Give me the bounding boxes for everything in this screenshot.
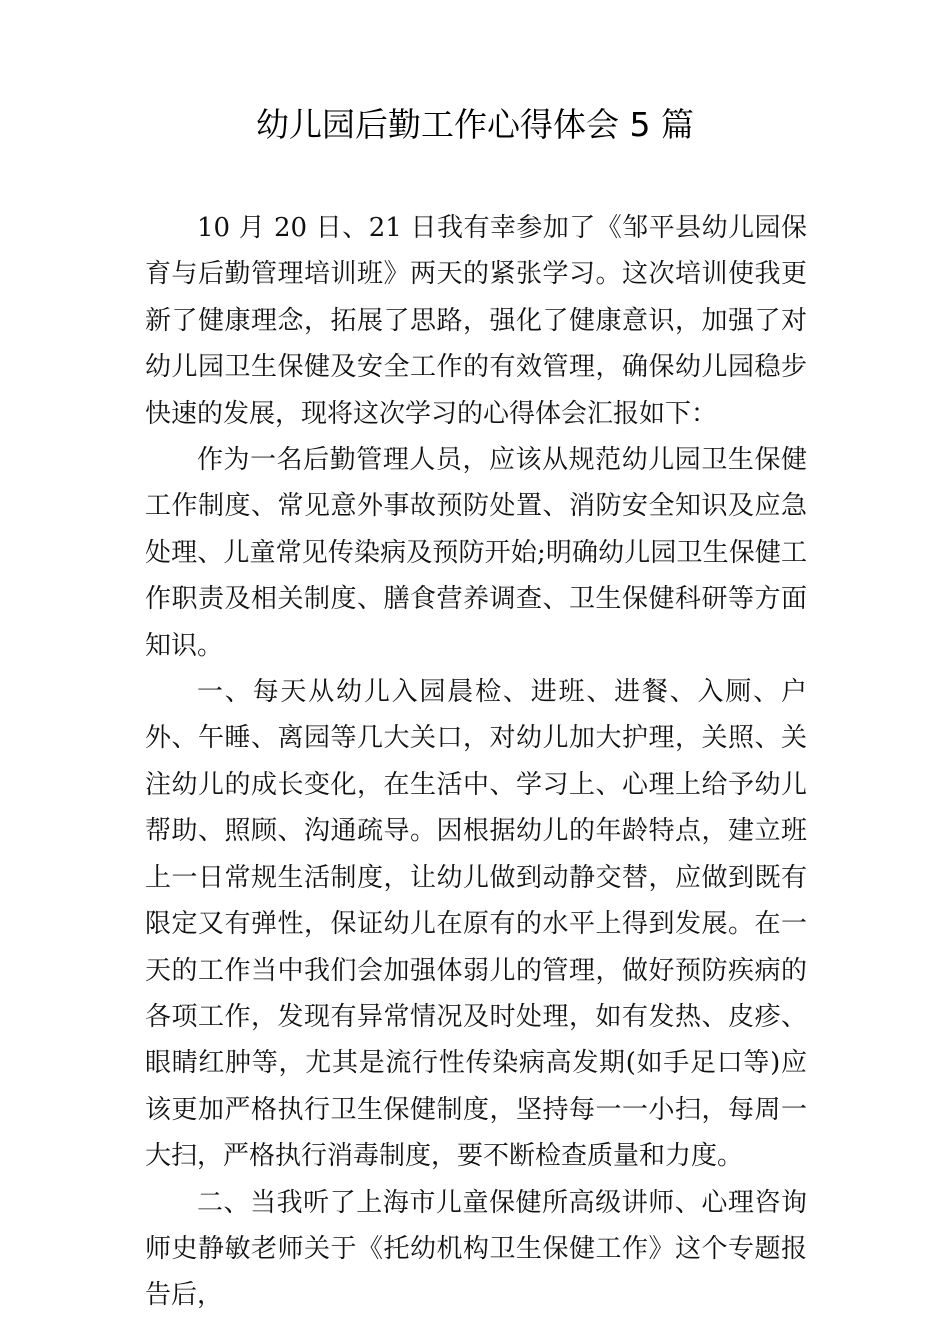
paragraph-4: 二、当我听了上海市儿童保健所高级讲师、心理咨询师史静敏老师关于《托幼机构卫生保健工作》这个专题报告后，	[145, 1187, 807, 1311]
paragraph-2: 作为一名后勤管理人员，应该从规范幼儿园卫生保健工作制度、常见意外事故预防处置、消防安全知识及应急处理、儿童常见传染病及预防开始;明确幼儿园卫生保健工作职责及相关制度、膳食营养调查、卫生保健科研等方面知识。	[145, 445, 807, 661]
paragraph-3: 一、每天从幼儿入园晨检、进班、进餐、入厕、户外、午睡、离园等几大关口，对幼儿加大护理，关照、关注幼儿的成长变化，在生活中、学习上、心理上给予幼儿帮助、照顾、沟通疏导。因根据幼儿的年龄特点，建立班上一日常规生活制度，让幼儿做到动静交替，应做到既有限定又有弹性，保证幼儿在原有的水平上得到发展。在一天的工作当中我们会加强体弱儿的管理，做好预防疾病的各项工作，发现有异常情况及时处理，如有发热、皮疹、眼睛红肿等，尤其是流行性传染病高发期(如手足口等)应该更加严格执行卫生保健制度，坚持每一一小扫，每周一大扫，严格执行消毒制度，要不断检查质量和力度。	[145, 677, 807, 1172]
paragraph-1: 10 月 20 日、21 日我有幸参加了《邹平县幼儿园保育与后勤管理培训班》两天的紧张学习。这次培训使我更新了健康理念，拓展了思路，强化了健康意识，加强了对幼儿园卫生保健及安全工作的有效管理，确保幼儿园稳步快速的发展，现将这次学习的心得体会汇报如下：	[145, 213, 807, 429]
document-title: 幼儿园后勤工作心得体会 5 篇	[256, 105, 694, 144]
document-body	[145, 205, 807, 1319]
